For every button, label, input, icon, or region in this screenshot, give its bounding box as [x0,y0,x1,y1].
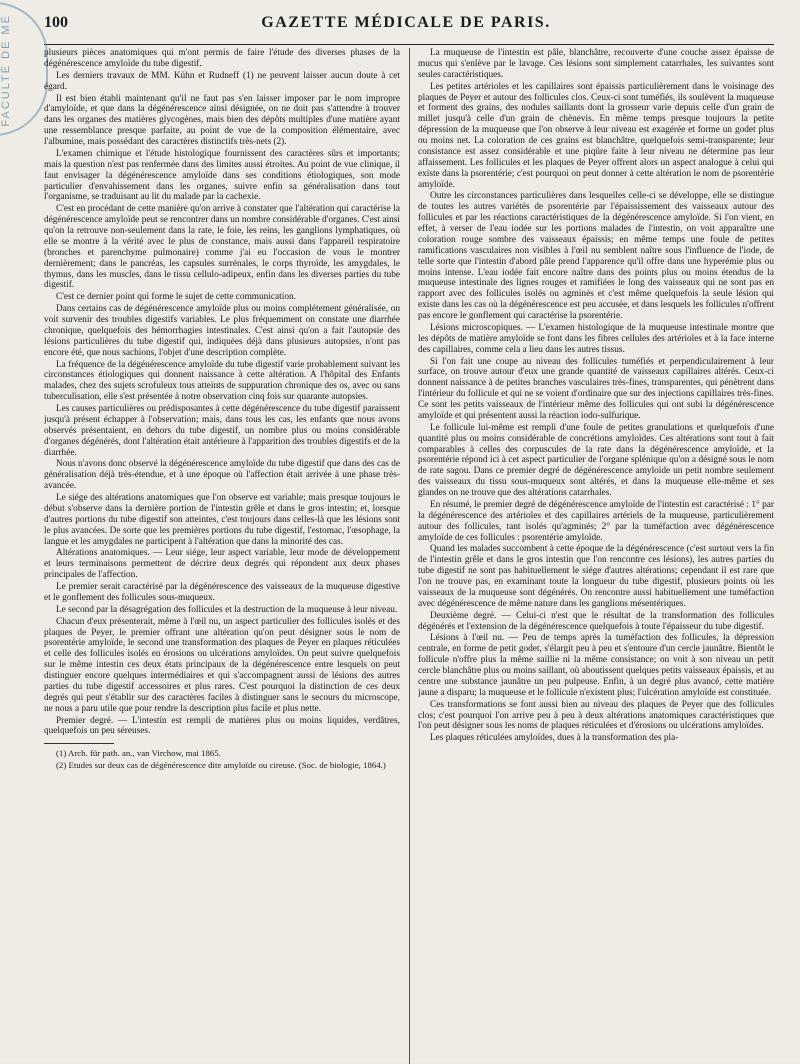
article-paragraph: Outre les circonstances particulières dans lesquelles celle-ci se développe, elle se distingue de toutes les autres variétés de psorentérie par l'épaississement des vaisseaux autour des follicules et par les réactions caractéristiques de la dégénérescence amyloïde. Si l'on vient, en effet, à verser de l'eau iodée sur les portions malades de l'intestin, on voit apparaître une coloration rouge sombre des vaisseaux épaissis; en même temps une foule de petites ramifications vasculaires non visibles à l'œil nu semblent naître sous l'influence de l'iode, de telle sorte que l'intestin d'abord pâle prend l'apparence qu'il offre dans une hyperémie plus ou moins intense. L'eau iodée fait encore naître dans des points plus ou moins étendus de la muqueuse intestinale des lignes rouges et ramifiées le long des vaisseaux qui ne sont pas en rapport avec des follicules isolés ou agminés et c'est même quelquefois la seule lésion qui existe dans les cas où la dégénérescence est peu accusée, et dans lesquels les follicules n'offrent pas encore le gonflement qui caractérise la psorentérie. [418,191,774,321]
article-paragraph: plusieurs pièces anatomiques qui m'ont permis de faire l'étude des diverses phases de la dégénérescence amyloïde du tube digestif. [44,48,400,69]
article-paragraph: C'est en procédant de cette manière qu'on arrive à constater que l'altération qui caractérise la dégénérescence amyloïde peut se rencontrer dans un nombre considérable d'organes. C'est ainsi qu'on la retrouve non-seulement dans la rate, le foie, les reins, les ganglions lymphatiques, où elle se montre à la vérité avec le plus de constance, mais aussi dans l'appareil respiratoire (bronches et parenchyme pulmonaire) comme j'ai eu l'occasion de vous le montrer dernièrement; dans le pancréas, les capsules surrénales, le corps thyroïde, les amygdales, le thymus, dans les muscles, dans le tissu cellulo-adipeux, enfin dans les diverses parties du tube digestif. [44,204,400,291]
article-paragraph: Ces transformations se font aussi bien au niveau des plaques de Peyer que des follicules clos; c'est pourquoi l'on arrive peu à peu à deux altérations anatomiques caractéristiques que l'on peut désigner sous les noms de plaques réticulées et d'érosions ou ulcérations amyloïdes. [418,699,774,732]
text-columns [44,48,774,1064]
article-paragraph: Les derniers travaux de MM. Kühn et Rudneff (1) ne peuvent laisser aucun doute à cet égard. [44,70,400,92]
article-paragraph: Les plaques réticulées amyloïdes, dues à la transformation des pla- [430,733,679,744]
article-paragraph: Le premier serait caractérisé par la dégénérescence des vaisseaux de la muqueuse digestive et le gonflement des follicules sous-muqueux. [44,582,400,603]
article-paragraph: Lésions microscopiques. — L'examen histologique de la muqueuse intestinale montre que les dépôts de matière amyloïde se font dans les fibres cellules des artérioles et à la face interne des capillaires, comme cela a lieu dans les autres tissus. [418,322,774,355]
footnote: (2) Etudes sur deux cas de dégénérescence dite amyloïde ou cireuse. (Soc. de biologie, 1864.) [56,759,386,770]
library-stamp-text: FACULTÉ DE MÉ [0,14,12,127]
article-paragraph: Les causes particulières ou prédisposantes à cette dégénérescence du tube digestif paraissent jusqu'à présent échapper à l'observation; mais, dans tous les cas, les enfants que nous avons observés présentaient, en dehors du tube digestif, un nombre plus ou moins considérable d'organes dégénérés, dont l'altération était antérieure à l'apparition des troubles digestifs et de la diarrhée. [44,404,400,458]
article-paragraph: En résumé, le premier degré de dégénérescence amyloïde de l'intestin est caractérisé : 1° par la dégénérescence des artérioles et des capillaires artériels de la muqueuse, particulièrement autour des follicules, tant isolés qu'agminés; 2° par la tuméfaction avec dégénérescence amyloïde de ces follicules : psorentérie amyloïde. [418,499,774,543]
footnote: (1) Arch. für path. an., van Virchow, mai 1865. [56,748,221,759]
article-paragraph: Les petites artérioles et les capillaires sont épaissis particulièrement dans le voisinage des plaques de Peyer et autour des follicules clos. Ceux-ci sont tuméfiés, ils soulèvent la muqueuse et forment des grains, des nodules saillants dont la grosseur varie depuis celle d'un grain de millet jusqu'à celle d'un grain de chènevis. En même temps presque toujours la petite dépression de la muqueuse que l'on observe à leur niveau est exagérée et forme un godet plus ou moins net. La coloration de ces grains est blanchâtre, quelquefois semi-transparente; leur consistance est assez considérable et une piqûre faite à leur niveau ne détermine pas leur affaissement. Les follicules et les plaques de Peyer offrent alors un aspect analogue à celui qui existe dans la psorentérie; c'est pourquoi on peut donner à cette altération le nom de psorentérie amyloïde. [418,81,774,190]
article-paragraph: Lésions à l'œil nu. — Peu de temps après la tuméfaction des follicules, la dépression centrale, en forme de petit godet, s'élargit peu à peu et s'entoure d'un cercle jaunâtre. Bientôt le follicule n'offre plus la même saillie ni la même consistance; on voit à son niveau un petit cercle blanchâtre plus ou moins saillant, où aboutissent quelques petits vaisseaux épaissis, et au centre une substance jaunâtre un peu pulpeuse. Enfin, à un degré plus avancé, cette matière jaune a disparu; la muqueuse et le follicule n'existent plus; l'ulcération amyloïde est constituée. [418,633,774,698]
right-column [418,48,774,1064]
library-stamp [0,2,48,136]
article-paragraph: Il est bien établi maintenant qu'il ne faut pas s'en laisser imposer par le nom impropre d'amyloïde, et que dans la dégénérescence ainsi désignée, on ne doit pas s'attendre à trouver dans les organes des matières glycogènes, mais bien des dépôts multiples d'une matière ayant une ressemblance presque parfaite, au point de vue de la composition élémentaire, avec l'albumine, mais possédant des caractères distinctifs très-nets (2). [44,93,400,147]
article-paragraph: Nous n'avons donc observé la dégénérescence amyloïde du tube digestif que dans des cas de généralisation déjà très-étendue, et à une époque où l'affection était arrivée à une phase très-avancée. [44,459,400,492]
article-paragraph: Le second par la désagrégation des follicules et la destruction de la muqueuse à leur niveau. [56,604,398,615]
article-paragraph: Quand les malades succombent à cette époque de la dégénérescence (c'est surtout vers la fin de l'intestin grêle et dans le gros intestin que l'on rencontre ces lésions), les autres parties du tube digestif ne sont pas habituellement le siége d'autres altérations; cependant il est rare que l'on ne trouve pas, en examinant toute la longueur du tube digestif, plusieurs points où les vaisseaux de la muqueuse sont dégénérés. On rencontre aussi habituellement une tuméfaction avec dégénérescence de même nature dans les ganglions mésentériques. [418,544,774,609]
article-paragraph: Premier degré. — L'intestin est rempli de matières plus ou moins liquides, verdâtres, quelquefois un peu séreuses. [44,715,400,737]
footnote-rule [44,743,114,744]
article-paragraph: Deuxième degré. — Celui-ci n'est que le résultat de la transformation des follicules dégénérés et l'extension de la dégénérescence quelquefois à toute l'épaisseur du tube digestif. [418,610,774,632]
article-paragraph: La fréquence de la dégénérescence amyloïde du tube digestif varie probablement suivant les circonstances étiologiques qui donnent naissance à cette altération. A l'hôpital des Enfants malades, chez des sujets scrofuleux tous atteints de suppuration chronique des os, avec ou sans tuberculisation, elle s'est présentée à notre observation cinq fois sur quarante autopsies. [44,359,400,403]
page-number: 100 [44,14,68,31]
article-paragraph: Si l'on fait une coupe au niveau des follicules tuméfiés et perpendiculairement à leur surface, on trouve autour d'eux une grande quantité de vaisseaux capillaires altérés. Ceux-ci donnent naissance à de petites branches vasculaires très-fines, transparentes, qui pénètrent dans l'intérieur du follicule et qui ne se voient d'ordinaire que sur des injections capillaires très-fines. Ce sont les petits vaisseaux de l'intérieur même des follicules qui ont subi la dégénérescence amyloïde et qui présentent aussi la réaction iodo-sulfurique. [418,356,774,421]
article-paragraph: Chacun d'eux présenterait, même à l'œil nu, un aspect particulier des follicules isolés et des plaques de Peyer, le premier offrant une altération qu'on peut désigner sous le nom de psorentérie amyloïde, le second une transformation des plaques de Peyer en plaques réticulées et celle des follicules isolés en érosions ou ulcérations amyloïdes. On peut suivre quelquefois sur le même intestin ces deux états principaux de la dégénérescence entre lesquels on peut distinguer encore quelques intermédiaires et qui s'accompagnent aussi de lésions des autres parties du tube digestif accessoires et plus rares. C'est pourquoi la distinction de ces deux degrés qui peut s'établir sur des caractères faciles à distinguer sans le secours du microscope, ne nous a paru utile que pour rendre la description plus facile et plus nette. [44,616,400,714]
journal-title: GAZETTE MÉDICALE DE PARIS. [261,14,551,31]
article-paragraph: Altérations anatomiques. — Leur siége, leur aspect variable, leur mode de développement et leurs terminaisons permettent de décrire deux degrés qui répondent aux deux phases principales de l'affection. [44,548,400,581]
article-paragraph: C'est ce dernier point qui forme le sujet de cette communication. [56,292,296,303]
article-paragraph: La muqueuse de l'intestin est pâle, blanchâtre, recouverte d'une couche assez épaisse de mucus qui s'enlève par le lavage. Ces lésions sont simplement catarrhales, les suivantes sont seules caractéristiques. [418,48,774,80]
article-paragraph: L'examen chimique et l'étude histologique fournissent des caractères sûrs et importants; mais la question n'est pas renfermée dans des limites aussi étroites. Au point de vue clinique, il faut envisager la dégénérescence amyloïde dans ses conditions étiologiques, son mode particulier d'envahissement dans les organes, suivre enfin sa généralisation dans tout l'organisme, se traduisant au lit du malade par la cachexie. [44,148,400,203]
article-paragraph: Dans certains cas de dégénérescence amyloïde plus ou moins complétement généralisée, on voit survenir des troubles digestifs variables. Le plus fréquemment on constate une diarrhée chronique, quelquefois des hémorrhagies intestinales. C'est ainsi qu'on a fait l'autopsie des lésions particulières du tube digestif qui, indiquées déjà dans plusieurs autopsies, n'ont pas encore été, que nous sachions, l'objet d'une description complète. [44,304,400,358]
left-column [44,48,400,1064]
article-paragraph: Le follicule lui-même est rempli d'une foule de petites granulations et quelquefois d'une quantité plus ou moins considérable de concrétions amyloïdes. Ces altérations sont tout à fait comparables à celles des corpuscules de la rate dans la dégénérescence amyloïde, et la psorentérie répond ici à cet aspect particulier de l'organe splénique qu'on a désigné sous le nom de rate sagou. Dans ce premier degré de dégénérescence amyloïde un petit nombre seulement des vaisseaux du tissu sous-muqueux sont altérés, et dans la muqueuse elle-même et ses glandes on ne trouve que des altérations catarrhales. [418,422,774,498]
article-paragraph: Le siége des altérations anatomiques que l'on observe est variable; mais presque toujours le début s'observe dans la dernière portion de l'intestin grêle et dans le gros intestin; et, lorsque d'autres portions du tube digestif son atteintes, c'est toujours dans celles-là que les lésions sont le plus avancées. De sorte que les premières portions du tube digestif, l'estomac, l'œsophage, la langue et les amygdales ne participent à l'altération que dans la minorité des cas. [44,493,400,547]
page-header [44,14,774,45]
